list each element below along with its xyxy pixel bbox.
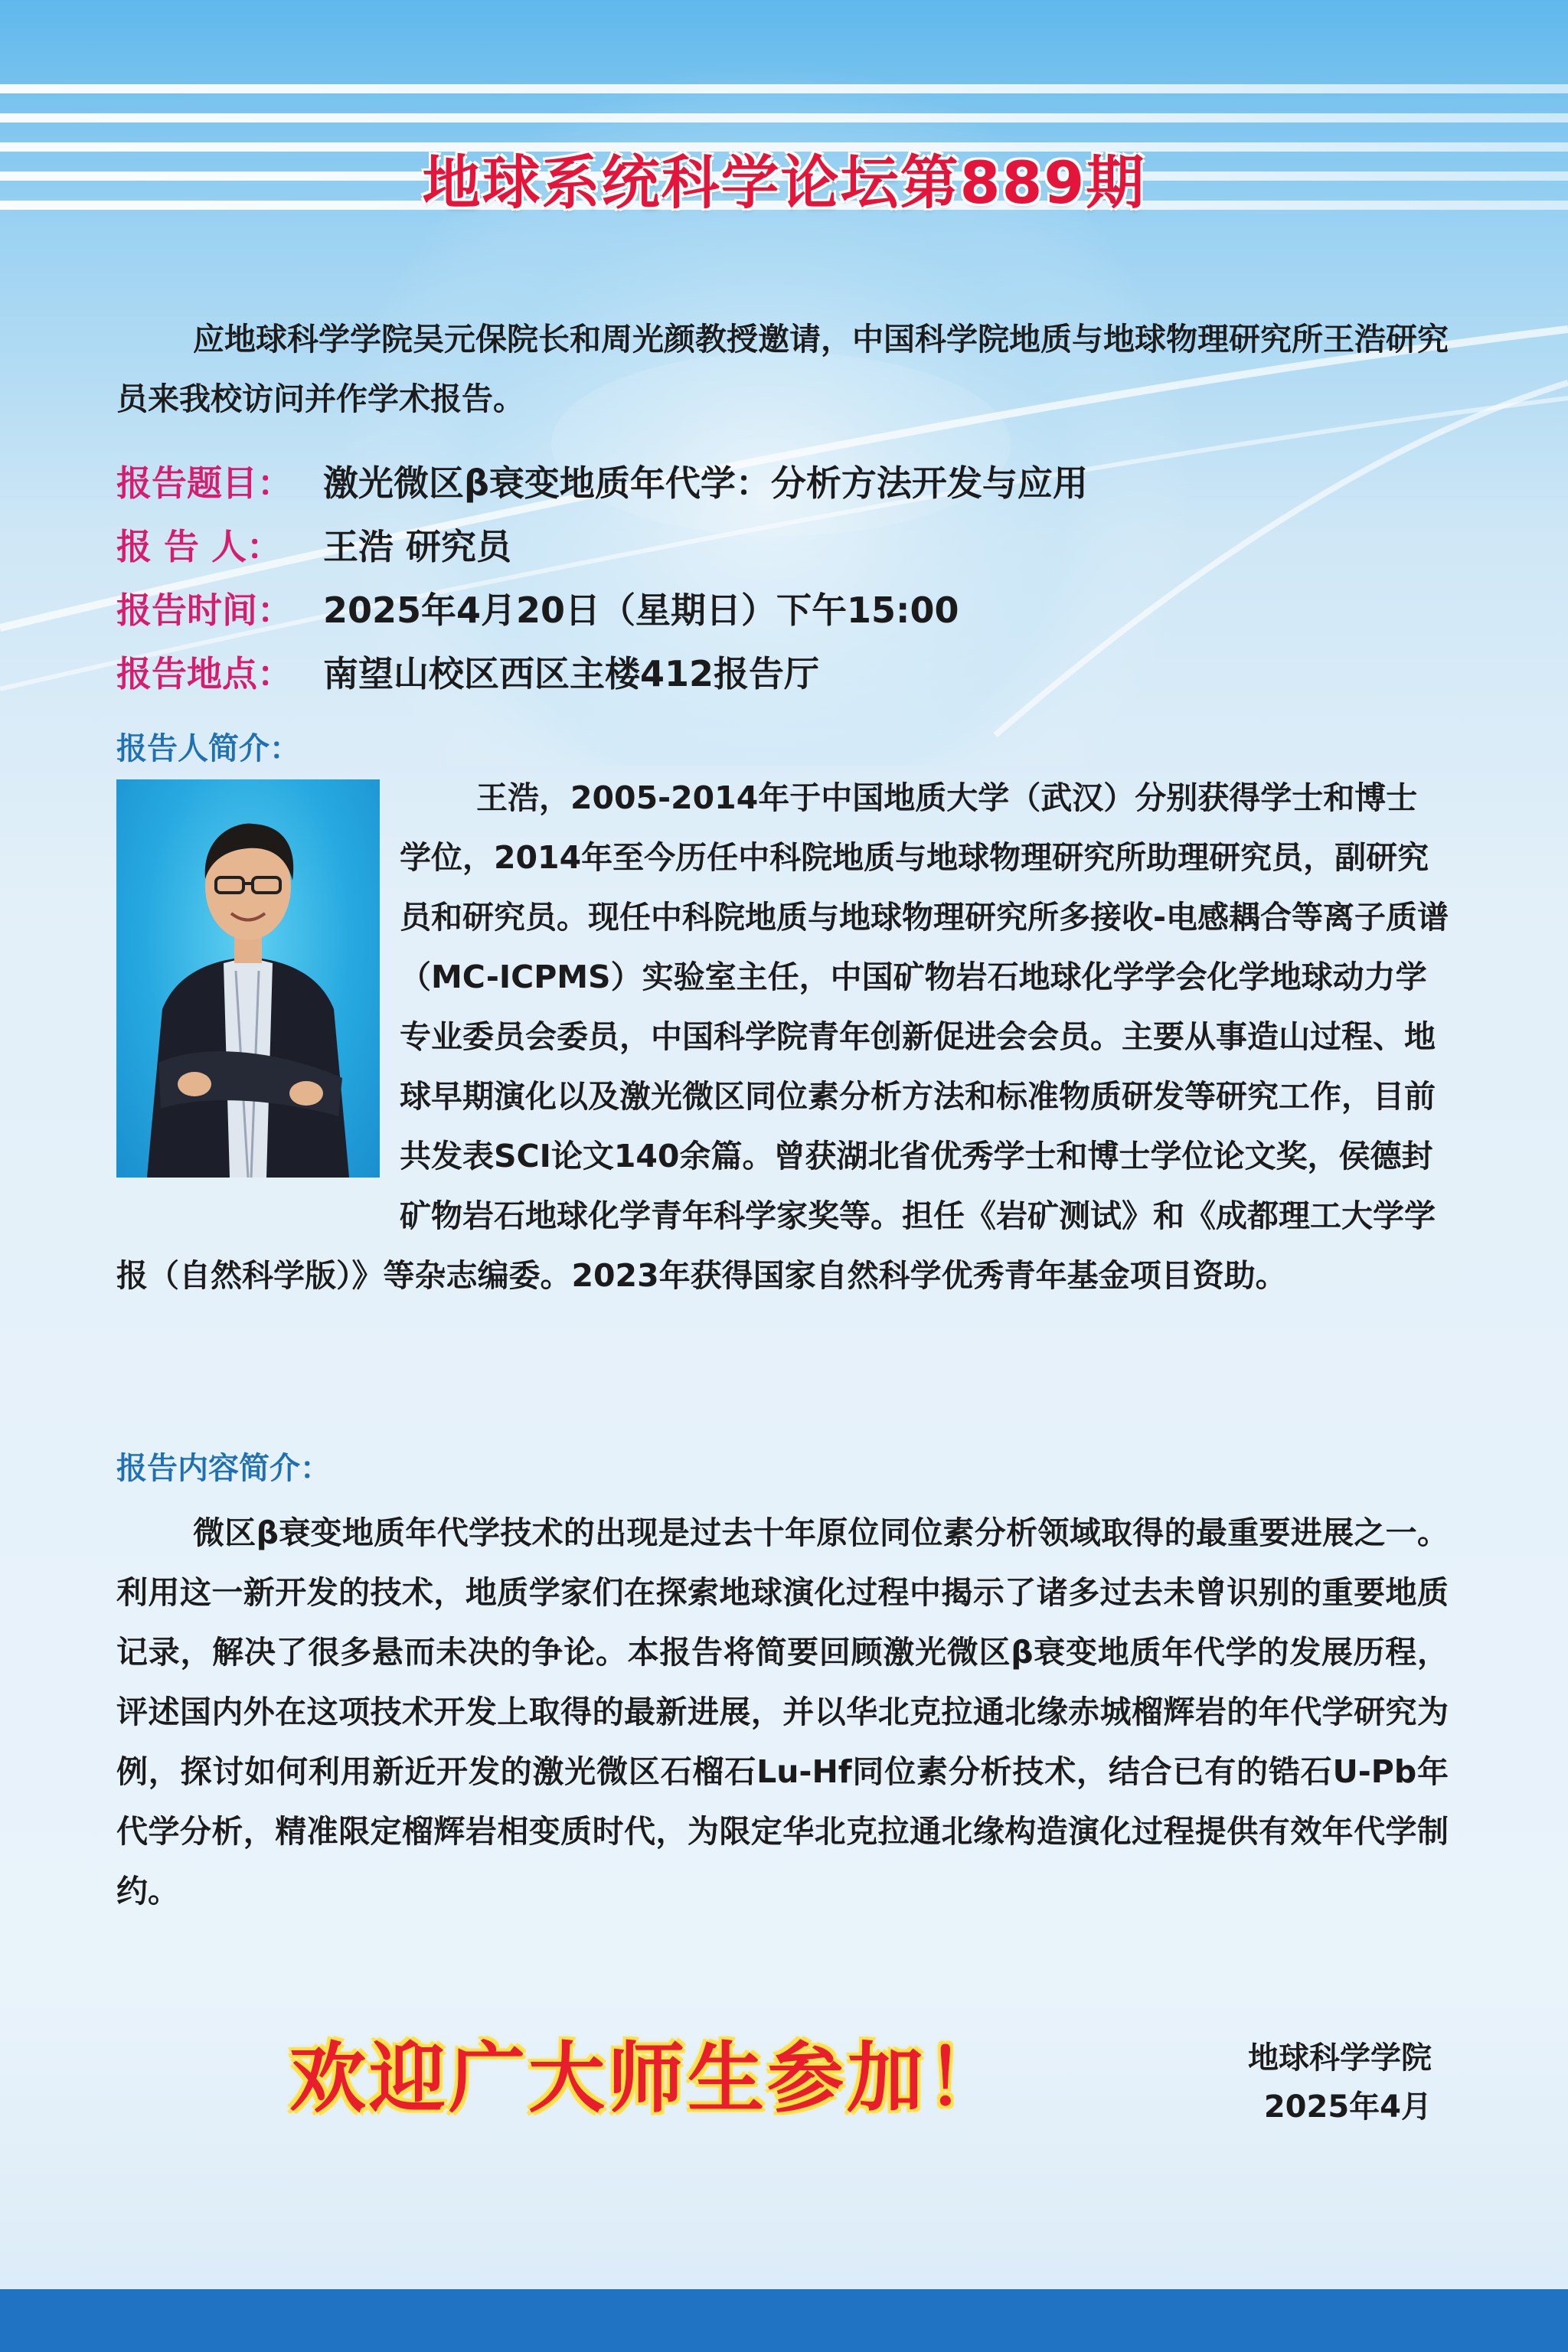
info-row-time: [116, 579, 1449, 642]
speaker-portrait-image: [116, 779, 380, 1178]
info-value: 2025年4月20日（星期日）下午15:00: [323, 590, 959, 631]
welcome-slogan: 欢迎广大师生参加！: [289, 2033, 1006, 2123]
content-paragraph: 微区β衰变地质年代学技术的出现是过去十年原位同位素分析领域取得的最重要进展之一。利用这一新开发的技术，地质学家们在探索地球演化过程中揭示了诸多过去未曾识别的重要地质记录，解决了很多悬而未决的争论。本报告将简要回顾激光微区β衰变地质年代学的发展历程，评述国内外在这项技术开发上取得的最新进展，并以华北克拉通北缘赤城榴辉岩的年代学研究为例，探讨如何利用新近开发的激光微区石榴石Lu-Hf同位素分析技术，结合已有的锆石U-Pb年代学分析，精准限定榴辉岩相变质时代，为限定华北克拉通北缘构造演化过程提供有效年代学制约。: [116, 1514, 1449, 1909]
signature-org: 地球科学学院: [1248, 2040, 1432, 2076]
report-info: [116, 452, 1449, 706]
bottom-bar: [0, 2289, 1568, 2352]
info-value: 王浩 研究员: [323, 526, 512, 567]
info-label: 报告地点：: [116, 653, 292, 694]
info-value: 南望山校区西区主楼412报告厅: [323, 653, 820, 694]
bio-text: 王浩，2005-2014年于中国地质大学（武汉）分别获得学士和博士学位，2014年至今历任中科院地质与地球物理研究所助理研究员，副研究员和研究员。现任中科院地质与地球物理研究所多接收-电感耦合等离子质谱（MC-ICPMS）实验室主任，中国矿物岩石地球化学学会化学地球动力学专业委员会委员，中国科学院青年创新促进会会员。主要从事造山过程、地球早期演化以及激光微区同位素分析方法和标准物质研发等研究工作，目前共发表SCI论文140余篇。曾获湖北省优秀学士和博士学位论文奖，侯德封矿物岩石地球化学青年科学家奖等。担任《岩矿测试》和《成都理工大学学报（自然科学版）》等杂志编委。2023年获得国家自然科学优秀青年基金项目资助。: [116, 779, 1449, 1294]
info-label: 报告题目：: [116, 462, 292, 504]
info-label: 报告时间：: [116, 590, 292, 631]
page-title: 地球系统科学论坛第889期: [422, 149, 1146, 217]
info-row-location: [116, 642, 1449, 706]
signature-date: 2025年4月: [1263, 2089, 1432, 2125]
intro-paragraph: 应地球科学学院吴元保院长和周光颜教授邀请，中国科学院地质与地球物理研究所王浩研究员来我校访问并作学术报告。: [116, 321, 1449, 417]
info-row-speaker: [116, 515, 1449, 579]
signature: [1248, 2034, 1432, 2132]
speaker-photo: [116, 779, 380, 1178]
content-heading: 报告内容简介：: [116, 1451, 331, 1486]
info-row-topic: [116, 452, 1449, 515]
info-value: 激光微区β衰变地质年代学：分析方法开发与应用: [323, 462, 1088, 504]
info-label: 报 告 人：: [116, 526, 283, 567]
bio-heading: 报告人简介：: [116, 731, 300, 766]
